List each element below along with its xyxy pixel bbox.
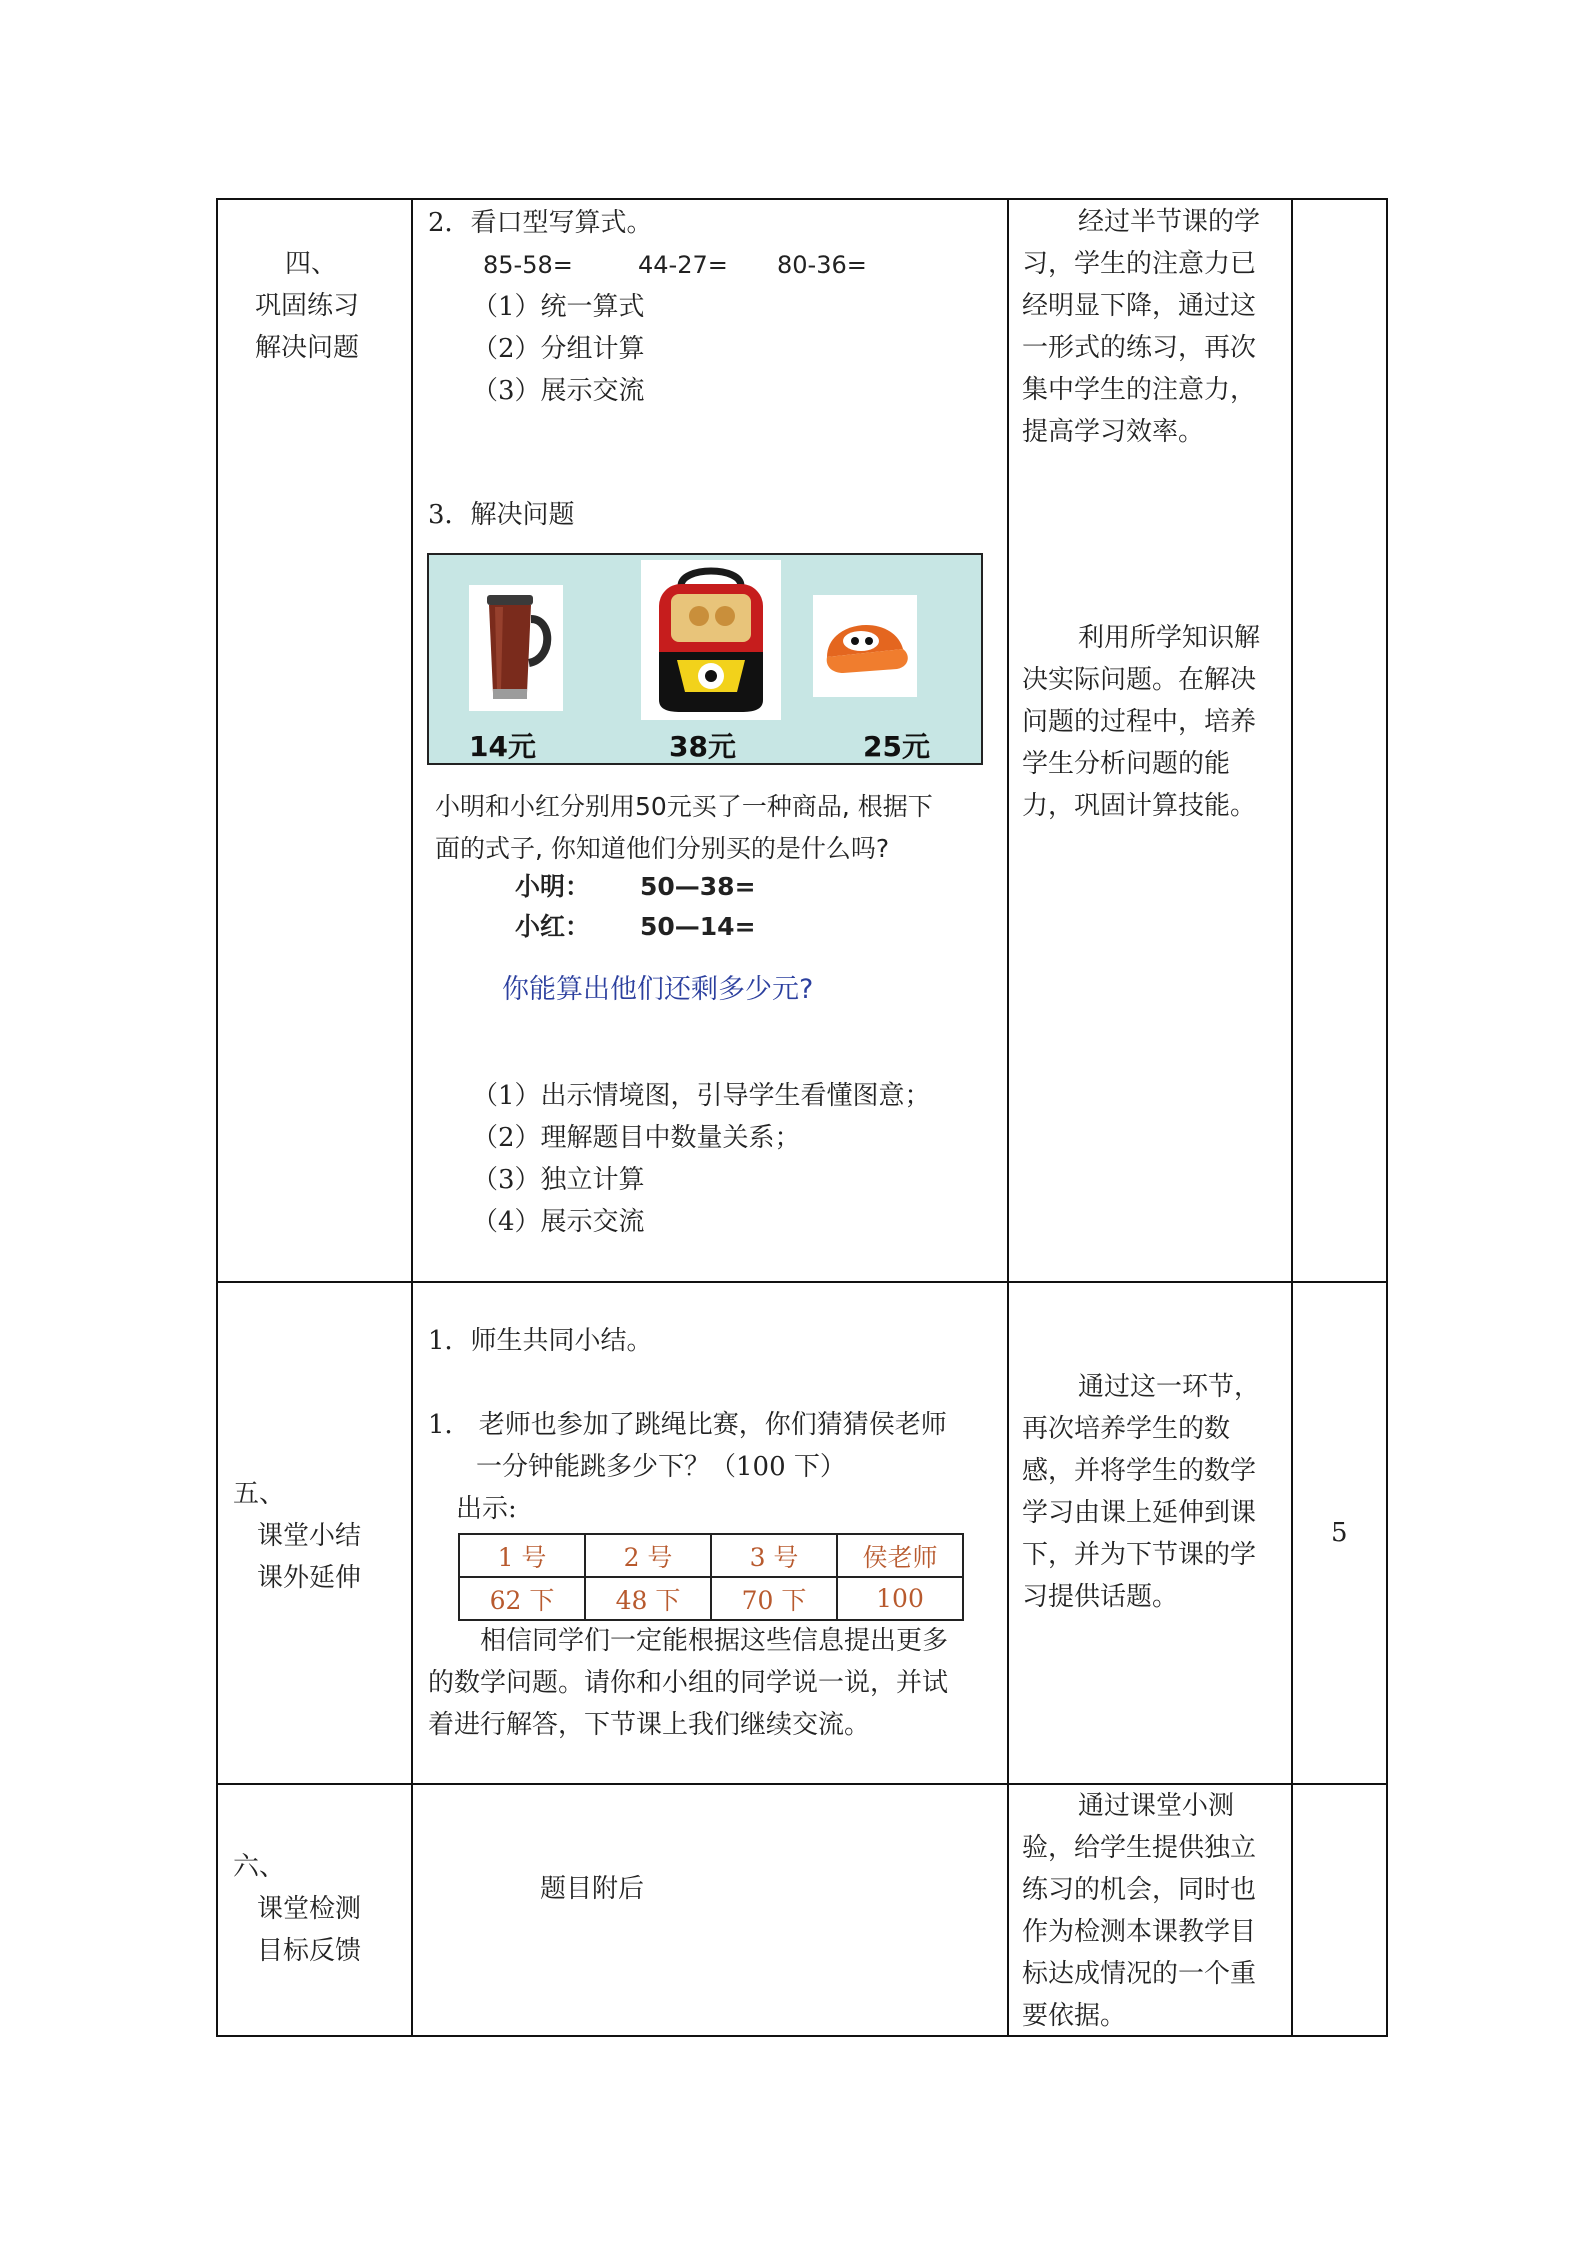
stage-title-line2: 解决问题 [255,333,360,363]
intent-line: 决实际问题。在解决 [1022,665,1257,695]
stage-title-line2: 目标反馈 [257,1936,362,1966]
school-backpack-icon [641,560,781,720]
table-col-divider-2 [1007,198,1009,2037]
section2-step-2: （2）分组计算 [472,334,645,364]
price-cap: 25元 [863,730,930,763]
formula-name-xiaoming: 小明： [515,872,591,901]
stage-title-line1: 课堂检测 [257,1894,362,1924]
quiz-content: 题目附后 [540,1874,645,1904]
table-header-cell: 3 号 [711,1534,837,1577]
section3-step-1: （1）出示情境图，引导学生看懂图意； [472,1081,931,1111]
intent-line: 习提供话题。 [1022,1582,1179,1612]
table-border-row1-bottom [216,1281,1388,1283]
price-mug: 14元 [469,730,536,763]
formula-expr-xiaoming: 50—38= [640,872,756,901]
intent-line: 标达成情况的一个重 [1022,1959,1257,1989]
show-label: 出示: [456,1494,517,1524]
section2-heading: 2．看口型写算式。 [428,208,653,238]
formula-expr-xiaohong: 50—14= [640,912,756,941]
intent-line: 感，并将学生的数学 [1022,1456,1257,1486]
stage-title-line1: 课堂小结 [257,1521,362,1551]
cap-icon [813,595,917,697]
table-border-right [1386,198,1388,2037]
stage-number: 六、 [233,1852,286,1882]
table-border-top [216,198,1388,200]
intent-line: 一形式的练习，再次 [1022,333,1257,363]
summary-item-1: 1．师生共同小结。 [428,1326,653,1356]
cap-photo [813,595,917,697]
intent-line: 学生分析问题的能 [1022,749,1231,779]
summary-item-2-line2: 一分钟能跳多少下？（100 下） [476,1452,846,1482]
formula-name-xiaohong: 小红： [515,912,591,941]
section3-step-3: （3）独立计算 [472,1165,645,1195]
intent-line: 学习由课上延伸到课 [1022,1498,1257,1528]
table-border-bottom [216,2035,1388,2037]
intent-line: 集中学生的注意力， [1022,375,1257,405]
table-header-cell: 2 号 [585,1534,711,1577]
stage-number: 五、 [233,1479,286,1509]
backpack-photo [641,560,781,720]
intent-line: 再次培养学生的数 [1022,1414,1231,1444]
equation-3: 80-36= [777,251,867,279]
table-value-cell: 48 下 [585,1577,711,1620]
intent-line: 练习的机会，同时也 [1022,1875,1257,1905]
intent-line: 经明显下降，通过这 [1022,291,1257,321]
intent-line: 验，给学生提供独立 [1022,1833,1257,1863]
stage-title-line2: 课外延伸 [257,1563,362,1593]
intent-line: 习，学生的注意力已 [1022,249,1257,279]
intent-line: 通过这一环节， [1078,1372,1261,1402]
table-row [459,1534,963,1577]
time-minutes: 5 [1331,1518,1348,1548]
table-row [459,1577,963,1620]
blue-question: 你能算出他们还剩多少元? [502,974,814,1005]
table-value-cell: 62 下 [459,1577,585,1620]
thermos-mug-icon [469,585,563,711]
section3-step-2: （2）理解题目中数量关系； [472,1123,801,1153]
stage-title-line1: 巩固练习 [255,291,360,321]
intent-line: 要依据。 [1022,2001,1127,2031]
section3-step-4: （4）展示交流 [472,1207,645,1237]
table-value-cell: 100 [837,1577,963,1620]
intent-line: 利用所学知识解 [1078,623,1261,653]
closing-line-1: 相信同学们一定能根据这些信息提出更多 [480,1626,949,1656]
intent-line: 作为检测本课教学目 [1022,1917,1257,1947]
intent-line: 问题的过程中，培养 [1022,707,1257,737]
table-value-cell: 70 下 [711,1577,837,1620]
closing-line-3: 着进行解答，下节课上我们继续交流。 [428,1710,871,1740]
summary-item-2-line1: 1． 老师也参加了跳绳比赛，你们猜猜侯老师 [428,1410,947,1440]
section3-heading: 3．解决问题 [428,500,575,530]
equation-2: 44-27= [638,251,728,279]
stage-number: 四、 [285,249,338,279]
equation-1: 85-58= [483,251,573,279]
section2-step-1: （1）统一算式 [472,292,645,322]
mug-photo [469,585,563,711]
problem-line-2: 面的式子, 你知道他们分别买的是什么吗? [435,834,890,863]
product-picture-panel [427,553,983,765]
intent-line: 经过半节课的学 [1078,207,1261,237]
closing-line-2: 的数学问题。请你和小组的同学说一说，并试 [428,1668,949,1698]
score-table [458,1533,964,1621]
table-col-divider-3 [1291,198,1293,2037]
intent-line: 通过课堂小测 [1078,1791,1235,1821]
intent-line: 下，并为下节课的学 [1022,1540,1257,1570]
price-backpack: 38元 [669,730,736,763]
intent-line: 提高学习效率。 [1022,417,1205,447]
table-border-left [216,198,218,2037]
problem-line-1: 小明和小红分别用50元买了一种商品, 根据下 [435,792,933,821]
table-header-cell: 1 号 [459,1534,585,1577]
section2-step-3: （3）展示交流 [472,376,645,406]
intent-line: 力，巩固计算技能。 [1022,791,1257,821]
table-header-cell: 侯老师 [837,1534,963,1577]
table-col-divider-1 [411,198,413,2037]
